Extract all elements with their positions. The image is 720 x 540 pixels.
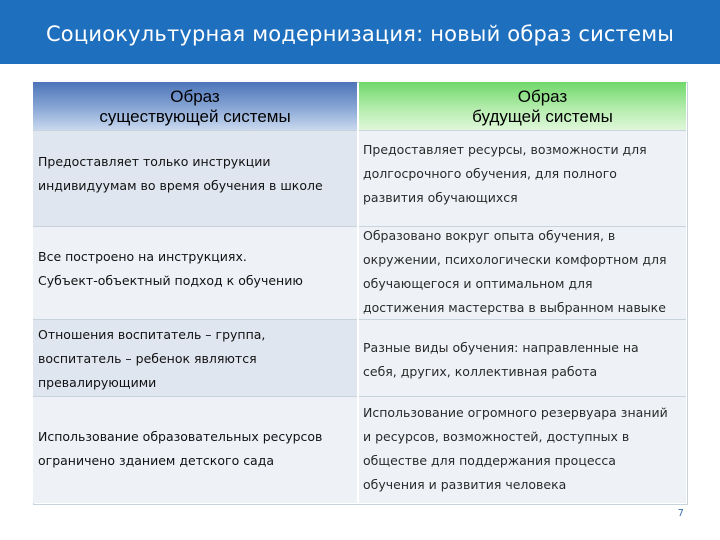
title-bar <box>0 0 720 64</box>
header-future-line: будущей системы <box>472 107 613 126</box>
row-divider <box>33 396 686 397</box>
cell-line: себя, других, коллективная работа <box>363 364 598 379</box>
cell-line: Субъект-объектный подход к обучению <box>38 273 303 288</box>
row-4-existing-cell <box>38 425 348 473</box>
row-3-existing-cell <box>38 323 348 395</box>
row-2-future-cell <box>363 224 681 320</box>
cell-line: Образовано вокруг опыта обучения, в <box>363 228 616 243</box>
cell-line: достижения мастерства в выбранном навыке <box>363 300 666 315</box>
cell-line: обществе для поддержания процесса <box>363 453 616 468</box>
cell-line: Использование образовательных ресурсов <box>38 429 323 444</box>
cell-line: обучающегося и оптимальном для <box>363 276 593 291</box>
row-divider <box>33 130 686 131</box>
row-3-future-cell <box>363 336 681 384</box>
cell-line: Все построено на инструкциях. <box>38 249 247 264</box>
header-future-line: Образ <box>517 87 568 106</box>
row-2-existing-cell <box>38 245 348 293</box>
cell-line: Предоставляет ресурсы, возможности для <box>363 142 647 157</box>
cell-line: индивидуумам во время обучения в школе <box>38 178 323 193</box>
header-existing-line: существующей системы <box>99 107 291 126</box>
cell-line: Предоставляет только инструкции <box>38 154 271 169</box>
cell-line: окружении, психологически комфортном для <box>363 252 667 267</box>
cell-line: долгосрочного обучения, для полного <box>363 166 617 181</box>
header-future-label <box>399 87 686 127</box>
header-existing-label <box>33 87 357 127</box>
row-4-future-cell <box>363 401 681 497</box>
cell-line: и ресурсов, возможностей, доступных в <box>363 429 630 444</box>
cell-line: превалирующими <box>38 375 157 390</box>
cell-line: обучения и развития человека <box>363 477 567 492</box>
cell-line: развития обучающихся <box>363 190 518 205</box>
cell-line: ограничено зданием детского сада <box>38 453 275 468</box>
cell-line: Отношения воспитатель – группа, <box>38 327 266 342</box>
row-1-existing-cell <box>38 150 348 198</box>
header-existing-line: Образ <box>170 87 220 106</box>
page-number: 7 <box>677 508 684 519</box>
row-1-future-cell <box>363 138 681 210</box>
column-divider <box>357 130 359 503</box>
cell-line: Использование огромного резервуара знаний <box>363 405 668 420</box>
cell-line: Разные виды обучения: направленные на <box>363 340 639 355</box>
cell-line: воспитатель – ребенок являются <box>38 351 257 366</box>
slide-title: Социокультурная модернизация: новый образ системы <box>45 22 675 46</box>
